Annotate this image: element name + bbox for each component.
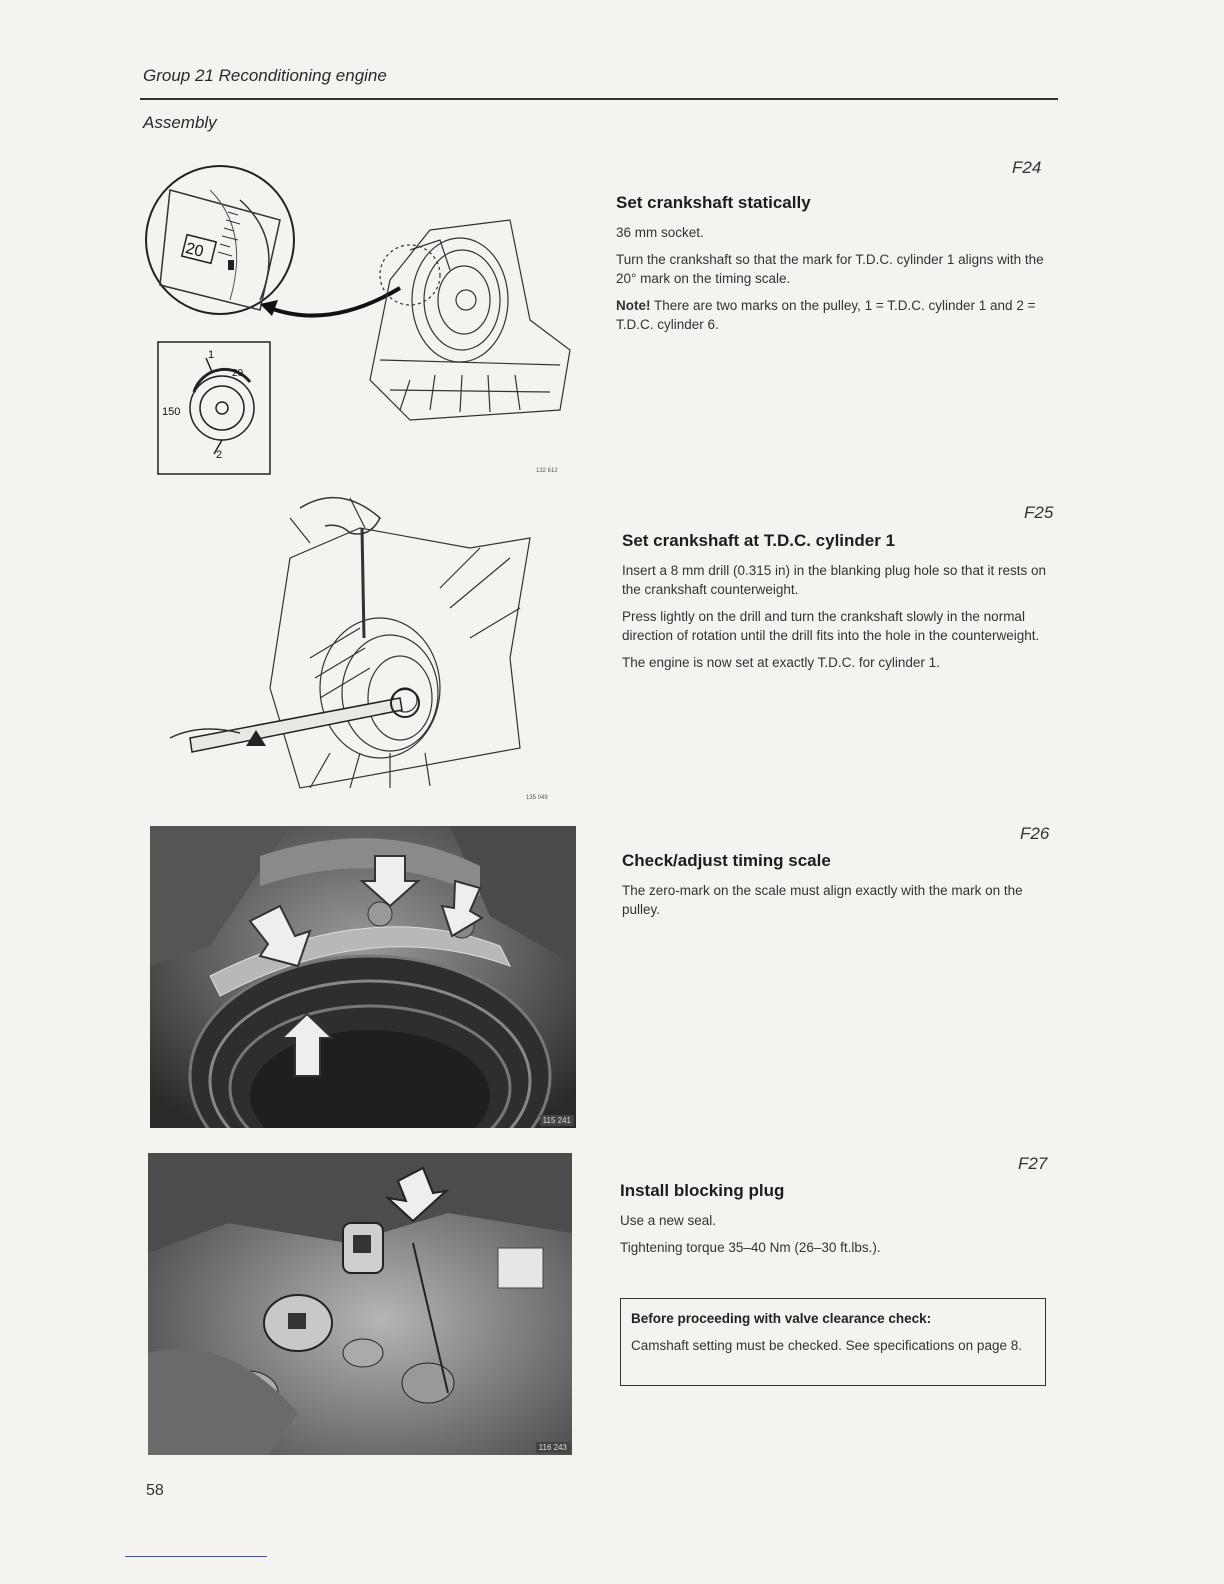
figure-f27-code: 116 243 — [536, 1442, 570, 1453]
inset-mark-2: 2 — [216, 449, 223, 461]
figure-f26-code: 115 241 — [540, 1115, 574, 1126]
note-text: There are two marks on the pulley, 1 = T.D.C. cylinder 1 and 2 = T.D.C. cylinder 6. — [616, 298, 1036, 332]
step-f24-paragraph: Turn the crankshaft so that the mark for T.D.C. cylinder 1 aligns with the 20° mark on the timing scale. — [616, 252, 1044, 286]
pointer-arrow — [270, 288, 400, 316]
figure-code-f24: F24 — [1012, 158, 1042, 177]
inset-degree-20: 20 — [232, 368, 244, 379]
step-f27 — [620, 1181, 1054, 1265]
step-f25-paragraph: The engine is now set at exactly T.D.C. for cylinder 1. — [622, 655, 940, 670]
figure-f24-code: 132 612 — [536, 468, 558, 474]
figure-f27-photo — [148, 1153, 572, 1455]
page-header-title: Group 21 Reconditioning engine — [143, 66, 387, 85]
timing-scale-magnifier — [146, 166, 294, 314]
wrench-bar — [190, 698, 402, 752]
inset-degree-150: 150 — [162, 406, 181, 418]
notice-title: Before proceeding with valve clearance check: — [631, 1311, 932, 1326]
step-f26-paragraph: The zero-mark on the scale must align exactly with the mark on the pulley. — [622, 883, 1023, 917]
step-f25-title: Set crankshaft at T.D.C. cylinder 1 — [622, 531, 896, 550]
step-f27-paragraph: Use a new seal. — [620, 1213, 717, 1228]
step-f27-title: Install blocking plug — [620, 1181, 785, 1200]
engine-front-drawing — [370, 220, 570, 420]
figure-code-f26: F26 — [1020, 824, 1050, 843]
figure-code-f27: F27 — [1018, 1154, 1048, 1173]
header-divider — [140, 98, 1058, 100]
step-f24 — [616, 193, 1056, 342]
page-number: 58 — [146, 1482, 164, 1499]
step-f26 — [622, 851, 1056, 927]
magnified-scale-value: 20 — [183, 240, 206, 261]
step-f27-paragraph: Tightening torque 35–40 Nm (26–30 ft.lbs.). — [620, 1240, 881, 1255]
figure-f25-illustration — [150, 488, 570, 808]
footer-link-underline[interactable] — [125, 1556, 267, 1557]
step-f24-note — [616, 296, 1056, 334]
section-label: Assembly — [143, 113, 217, 132]
notice-text: Camshaft setting must be checked. See specifications on page 8. — [631, 1338, 1022, 1353]
step-f24-title: Set crankshaft statically — [616, 193, 811, 212]
step-f25 — [622, 531, 1056, 680]
pulley-marks-inset — [158, 342, 270, 474]
camshaft-check-notice — [620, 1298, 1046, 1386]
figure-code-f25: F25 — [1024, 503, 1054, 522]
step-f26-title: Check/adjust timing scale — [622, 851, 831, 870]
figure-f24-illustration — [110, 160, 580, 480]
inset-mark-1: 1 — [208, 349, 215, 361]
note-label: Note! — [616, 298, 651, 313]
step-f25-paragraph: Insert a 8 mm drill (0.315 in) in the blanking plug hole so that it rests on the crankshaft counterweight. — [622, 563, 1046, 597]
step-f25-paragraph: Press lightly on the drill and turn the crankshaft slowly in the normal direction of rotation until the drill fits into the hole in the counterweight. — [622, 609, 1040, 643]
step-f24-paragraph: 36 mm socket. — [616, 225, 704, 240]
engine-drill-drawing — [270, 498, 530, 788]
figure-f26-photo — [150, 826, 576, 1128]
figure-f25-code: 135 049 — [526, 795, 548, 801]
